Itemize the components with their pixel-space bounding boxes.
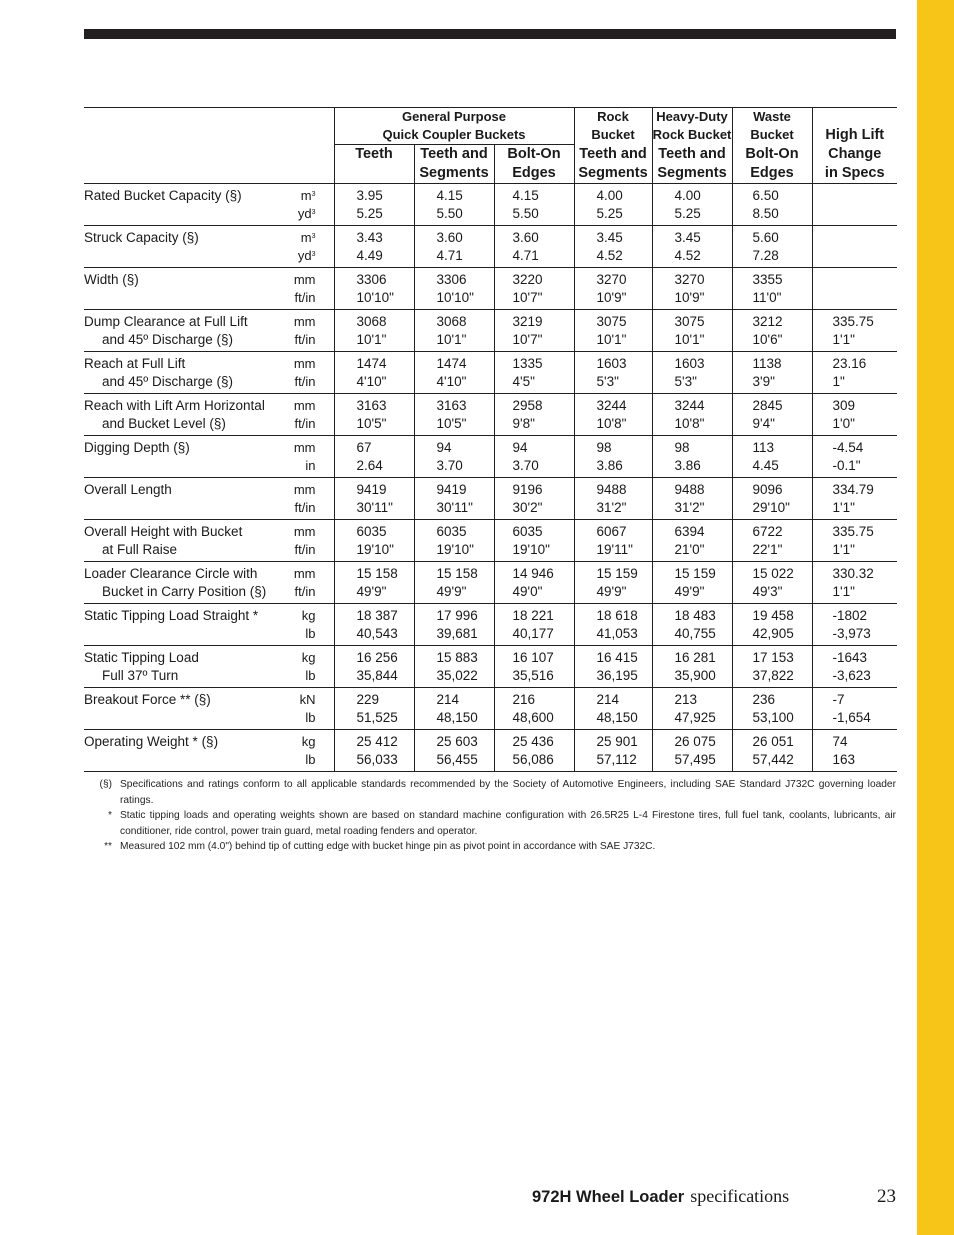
value-cell: 5.60 7.28: [732, 226, 812, 268]
row-units: mm ft/in: [269, 562, 334, 604]
yellow-side-strip: [917, 0, 954, 1235]
row-label: Reach at Full Lift and 45º Discharge (§): [84, 352, 269, 394]
value-cell: 6.50 8.50: [732, 184, 812, 226]
header-high-lift-change: [812, 108, 897, 184]
value-cell: 4.00 5.25: [574, 184, 652, 226]
footer-model: 972H Wheel Loader: [532, 1188, 685, 1206]
value-cell: 15 158 49'9": [334, 562, 414, 604]
footnote-text: Static tipping loads and operating weights shown are based on standard machine configuration with 26.5R25 L-4 Firestone tires, full fuel tank, coolants, lubricants, air conditioner, ride control, power train guard, metal roading fenders and operator.: [120, 810, 896, 837]
sub-label: Teeth and Segments: [657, 145, 727, 181]
header-group-label: General Purpose Quick Coupler Buckets: [382, 109, 526, 142]
value-cell: 4.00 5.25: [652, 184, 732, 226]
sub-rock-teeth-and-segments: [574, 145, 652, 184]
value-cell: 3.60 4.71: [494, 226, 574, 268]
value-cell: 25 412 56,033: [334, 730, 414, 772]
value-cell: 25 436 56,086: [494, 730, 574, 772]
value-cell: -1802 -3,973: [812, 604, 897, 646]
row-label: Digging Depth (§): [84, 436, 269, 478]
row-units: mm ft/in: [269, 268, 334, 310]
row-units: mm ft/in: [269, 310, 334, 352]
value-cell: 16 415 36,195: [574, 646, 652, 688]
row-label: Loader Clearance Circle with Bucket in Carry Position (§): [84, 562, 269, 604]
row-units: mm ft/in: [269, 520, 334, 562]
top-rule-bar: [84, 29, 896, 39]
table-row: [84, 394, 897, 436]
value-cell: 25 901 57,112: [574, 730, 652, 772]
value-cell: 3068 10'1": [334, 310, 414, 352]
value-cell: 1474 4'10": [414, 352, 494, 394]
value-cell: [812, 268, 897, 310]
value-cell: 74 163: [812, 730, 897, 772]
value-cell: 15 159 49'9": [652, 562, 732, 604]
table-row: [84, 562, 897, 604]
value-cell: 1474 4'10": [334, 352, 414, 394]
value-cell: 3270 10'9": [652, 268, 732, 310]
sub-label: Bolt-On Edges: [745, 145, 799, 181]
value-cell: 9488 31'2": [574, 478, 652, 520]
value-cell: 3244 10'8": [652, 394, 732, 436]
value-cell: 6067 19'11": [574, 520, 652, 562]
value-cell: 18 618 41,053: [574, 604, 652, 646]
value-cell: 18 387 40,543: [334, 604, 414, 646]
value-cell: 3306 10'10": [334, 268, 414, 310]
value-cell: 335.75 1'1": [812, 310, 897, 352]
row-label: Breakout Force ** (§): [84, 688, 269, 730]
row-label: Static Tipping Load Full 37º Turn: [84, 646, 269, 688]
footnote: [88, 808, 896, 839]
value-cell: 15 883 35,022: [414, 646, 494, 688]
row-units: mm ft/in: [269, 352, 334, 394]
table-row: [84, 646, 897, 688]
value-cell: 16 256 35,844: [334, 646, 414, 688]
value-cell: 15 158 49'9": [414, 562, 494, 604]
value-cell: 18 221 40,177: [494, 604, 574, 646]
value-cell: 67 2.64: [334, 436, 414, 478]
value-cell: 3075 10'1": [574, 310, 652, 352]
value-cell: 334.79 1'1": [812, 478, 897, 520]
table-row: [84, 268, 897, 310]
value-cell: 2845 9'4": [732, 394, 812, 436]
row-label: Operating Weight * (§): [84, 730, 269, 772]
value-cell: 214 48,150: [414, 688, 494, 730]
value-cell: 330.32 1'1": [812, 562, 897, 604]
row-label: Overall Length: [84, 478, 269, 520]
value-cell: 9419 30'11": [334, 478, 414, 520]
value-cell: 98 3.86: [574, 436, 652, 478]
row-label: Static Tipping Load Straight *: [84, 604, 269, 646]
header-group-row: [84, 108, 897, 145]
page-number: 23: [877, 1186, 896, 1207]
header-general-purpose: [334, 108, 574, 145]
value-cell: 3306 10'10": [414, 268, 494, 310]
value-cell: 214 48,150: [574, 688, 652, 730]
value-cell: 94 3.70: [414, 436, 494, 478]
value-cell: [812, 184, 897, 226]
value-cell: 3163 10'5": [334, 394, 414, 436]
value-cell: 19 458 42,905: [732, 604, 812, 646]
value-cell: 309 1'0": [812, 394, 897, 436]
footnote-text: Specifications and ratings conform to all applicable standards recommended by the Society of Automotive Engineers, including SAE Standard J732C governing loader ratings.: [120, 779, 896, 806]
sub-label: Teeth and Segments: [419, 146, 489, 181]
table-row: [84, 310, 897, 352]
value-cell: 4.15 5.50: [414, 184, 494, 226]
value-cell: -7 -1,654: [812, 688, 897, 730]
header-group-label: High Lift Change in Specs: [824, 127, 885, 181]
table-row: [84, 730, 897, 772]
sub-teeth: [334, 145, 414, 184]
value-cell: 94 3.70: [494, 436, 574, 478]
value-cell: 3.45 4.52: [574, 226, 652, 268]
footer-suffix: specifications: [690, 1186, 790, 1206]
value-cell: 113 4.45: [732, 436, 812, 478]
sub-label: Teeth and Segments: [578, 145, 648, 181]
sub-teeth-and-segments: [414, 145, 494, 184]
table-row: [84, 478, 897, 520]
value-cell: 25 603 56,455: [414, 730, 494, 772]
header-rock-bucket: [574, 108, 652, 145]
value-cell: 236 53,100: [732, 688, 812, 730]
value-cell: 98 3.86: [652, 436, 732, 478]
footnotes: [88, 777, 896, 855]
value-cell: 26 075 57,495: [652, 730, 732, 772]
header-group-label: Waste Bucket: [750, 109, 794, 142]
header-group-label: Rock Bucket: [591, 109, 635, 142]
row-units: mm ft/in: [269, 478, 334, 520]
footer-title: [532, 1186, 789, 1207]
value-cell: 3220 10'7": [494, 268, 574, 310]
row-units: kg lb: [269, 646, 334, 688]
sub-label: Teeth: [355, 146, 393, 162]
value-cell: [812, 226, 897, 268]
value-cell: 3.45 4.52: [652, 226, 732, 268]
value-cell: 15 022 49'3": [732, 562, 812, 604]
value-cell: 3.43 4.49: [334, 226, 414, 268]
value-cell: 15 159 49'9": [574, 562, 652, 604]
table-row: [84, 436, 897, 478]
footnote-mark: **: [104, 841, 112, 852]
value-cell: 3270 10'9": [574, 268, 652, 310]
value-cell: 16 281 35,900: [652, 646, 732, 688]
value-cell: 9419 30'11": [414, 478, 494, 520]
table-row: [84, 688, 897, 730]
header-blank: [84, 108, 334, 184]
value-cell: 1138 3'9": [732, 352, 812, 394]
value-cell: 3355 11'0": [732, 268, 812, 310]
value-cell: 6035 19'10": [494, 520, 574, 562]
specifications-table: [84, 107, 897, 772]
row-units: $m^3$ $yd^3$: [269, 226, 334, 268]
row-label: Rated Bucket Capacity (§): [84, 184, 269, 226]
value-cell: 2958 9'8": [494, 394, 574, 436]
row-label: Struck Capacity (§): [84, 226, 269, 268]
row-units: mm ft/in: [269, 394, 334, 436]
value-cell: 216 48,600: [494, 688, 574, 730]
row-units: mm in: [269, 436, 334, 478]
footnote: [88, 777, 896, 808]
value-cell: 3.95 5.25: [334, 184, 414, 226]
value-cell: 6035 19'10": [414, 520, 494, 562]
value-cell: -1643 -3,623: [812, 646, 897, 688]
header-heavy-duty-rock-bucket: [652, 108, 732, 145]
value-cell: 14 946 49'0": [494, 562, 574, 604]
table-row: [84, 604, 897, 646]
value-cell: 213 47,925: [652, 688, 732, 730]
value-cell: 3075 10'1": [652, 310, 732, 352]
footnote: [88, 839, 896, 855]
table-row: [84, 352, 897, 394]
value-cell: 17 153 37,822: [732, 646, 812, 688]
value-cell: 9196 30'2": [494, 478, 574, 520]
header-group-label: Heavy-Duty Rock Bucket: [652, 109, 732, 142]
footnote-text: Measured 102 mm (4.0") behind tip of cutting edge with bucket hinge pin as pivot point in accordance with SAE J732C.: [120, 841, 656, 852]
header-waste-bucket: [732, 108, 812, 145]
value-cell: 6035 19'10": [334, 520, 414, 562]
table-row: [84, 226, 897, 268]
row-label: Dump Clearance at Full Lift and 45º Discharge (§): [84, 310, 269, 352]
footnote-mark: *: [108, 810, 112, 821]
row-label: Width (§): [84, 268, 269, 310]
value-cell: 3163 10'5": [414, 394, 494, 436]
value-cell: 335.75 1'1": [812, 520, 897, 562]
value-cell: 4.15 5.50: [494, 184, 574, 226]
row-units: kg lb: [269, 730, 334, 772]
value-cell: 229 51,525: [334, 688, 414, 730]
sub-waste-bolt-on-edges: [732, 145, 812, 184]
value-cell: -4.54 -0.1": [812, 436, 897, 478]
value-cell: 3244 10'8": [574, 394, 652, 436]
sub-label: Bolt-On Edges: [507, 146, 561, 181]
value-cell: 3219 10'7": [494, 310, 574, 352]
row-units: $m^3$ $yd^3$: [269, 184, 334, 226]
sub-hd-teeth-and-segments: [652, 145, 732, 184]
value-cell: 9488 31'2": [652, 478, 732, 520]
value-cell: 3068 10'1": [414, 310, 494, 352]
value-cell: 1603 5'3": [652, 352, 732, 394]
value-cell: 1603 5'3": [574, 352, 652, 394]
value-cell: 23.16 1": [812, 352, 897, 394]
value-cell: 17 996 39,681: [414, 604, 494, 646]
table-body: [84, 184, 897, 772]
sub-bolt-on-edges: [494, 145, 574, 184]
footnote-mark: (§): [99, 779, 112, 790]
row-label: Reach with Lift Arm Horizontal and Bucket Level (§): [84, 394, 269, 436]
value-cell: 9096 29'10": [732, 478, 812, 520]
value-cell: 1335 4'5": [494, 352, 574, 394]
row-units: kN lb: [269, 688, 334, 730]
page-footer: [532, 1186, 896, 1212]
value-cell: 3.60 4.71: [414, 226, 494, 268]
value-cell: 18 483 40,755: [652, 604, 732, 646]
table-row: [84, 520, 897, 562]
value-cell: 16 107 35,516: [494, 646, 574, 688]
table-row: [84, 184, 897, 226]
value-cell: 26 051 57,442: [732, 730, 812, 772]
row-label: Overall Height with Bucket at Full Raise: [84, 520, 269, 562]
value-cell: 6722 22'1": [732, 520, 812, 562]
value-cell: 6394 21'0": [652, 520, 732, 562]
value-cell: 3212 10'6": [732, 310, 812, 352]
row-units: kg lb: [269, 604, 334, 646]
